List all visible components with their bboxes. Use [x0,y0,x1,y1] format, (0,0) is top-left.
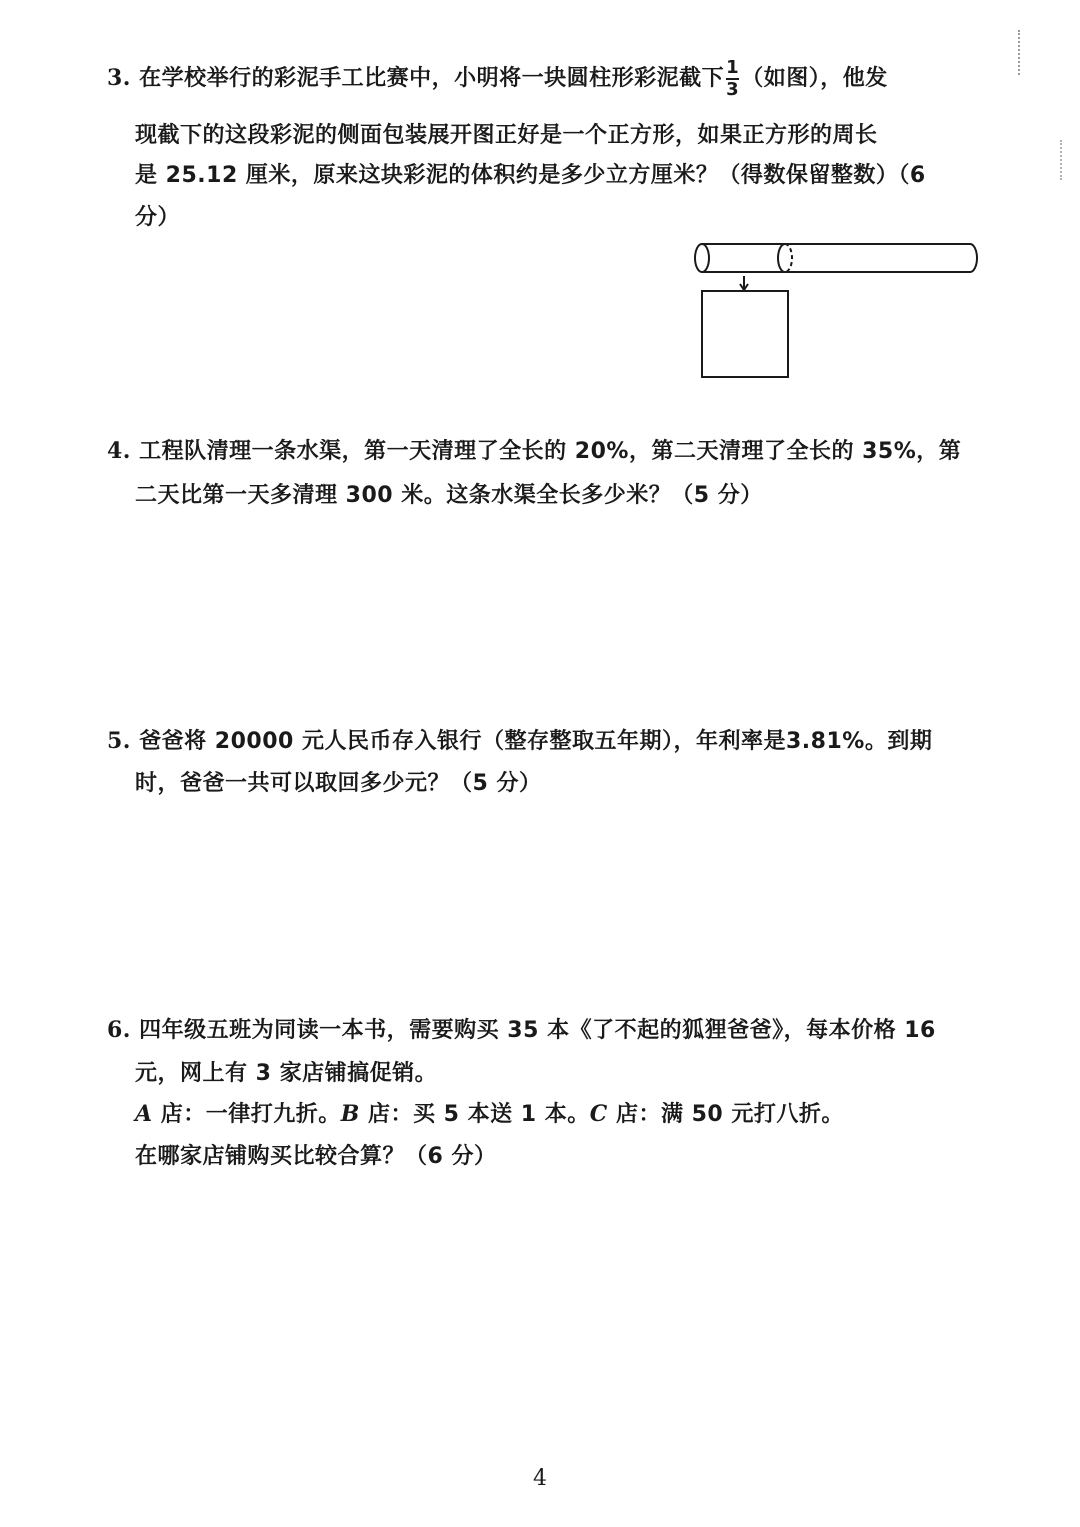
problem-6-stores-line [135,1097,844,1128]
problem-3-line-2: 现截下的这段彩泥的侧面包装展开图正好是一个正方形，如果正方形的周长 [135,123,878,148]
cylinder-figure [692,240,984,385]
store-c-text: 店：满 50 元打八折。 [607,1102,844,1127]
fraction-denominator: 3 [726,79,740,100]
store-a-text: 店：一律打九折。 [152,1102,341,1127]
problem-number: 4. [107,438,131,464]
page-number: 4 [533,1466,547,1491]
problem-number: 3. [107,65,131,91]
problem-5-line-1 [107,724,932,755]
problem-text: 在学校举行的彩泥手工比赛中，小明将一块圆柱形彩泥截下 [139,66,725,91]
problem-number: 5. [107,728,131,754]
store-a-label: A [135,1101,153,1127]
problem-6-line-2: 元，网上有 3 家店铺搞促销。 [135,1061,438,1086]
problem-5-line-2: 时，爸爸一共可以取回多少元？（5 分） [135,771,542,796]
problem-number: 6. [107,1017,131,1043]
problem-4-line-1 [107,434,961,465]
unfolded-square [702,291,788,377]
store-b-text: 店：买 5 本送 1 本。 [359,1102,590,1127]
margin-dots [1018,30,1028,75]
cylinder-diagram [695,244,977,377]
cylinder-left-end [695,244,709,272]
problem-text: （如图），他发 [741,66,888,91]
problem-3-line-1 [107,58,888,100]
cylinder-right-end [970,244,977,272]
problem-text: 工程队清理一条水渠，第一天清理了全长的 20%，第二天清理了全长的 35%，第 [139,439,962,464]
problem-3-line-3: 是 25.12 厘米，原来这块彩泥的体积约是多少立方厘米？（得数保留整数）（6 [135,163,926,188]
problem-4-line-2: 二天比第一天多清理 300 米。这条水渠全长多少米？（5 分） [135,483,763,508]
margin-dots [1060,140,1068,180]
problem-text: 爸爸将 20000 元人民币存入银行（整存整取五年期），年利率是3.81%。到期 [139,729,933,754]
cut-line-front [778,244,785,272]
store-c-label: C [589,1101,608,1127]
fraction [726,58,739,100]
problem-text: 四年级五班为同读一本书，需要购买 35 本《了不起的狐狸爸爸》，每本价格 16 [139,1018,936,1043]
fraction-numerator: 1 [726,57,740,78]
cut-line [785,244,792,272]
problem-6-line-4: 在哪家店铺购买比较合算？（6 分） [135,1144,497,1169]
store-b-label: B [340,1101,360,1127]
problem-3-line-4: 分） [135,205,181,230]
problem-6-line-1 [107,1013,936,1044]
